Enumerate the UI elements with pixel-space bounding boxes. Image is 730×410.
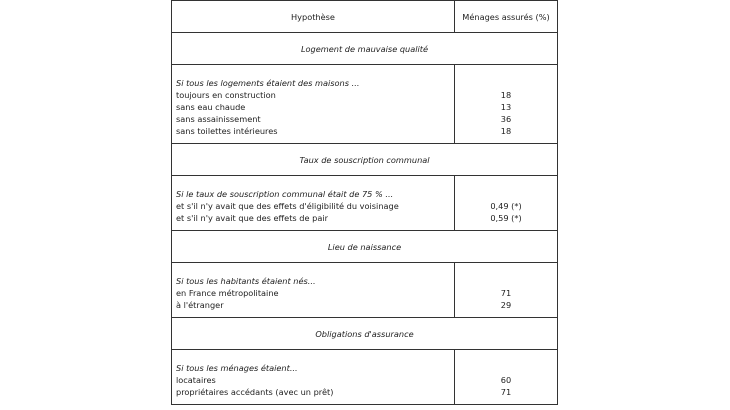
section-intro: Si le taux de souscription communal était de 75 % ... — [176, 189, 394, 199]
section-intro: Si tous les logements étaient des maisons ... — [176, 78, 360, 88]
row-value: 0,49 (*) — [490, 201, 522, 211]
section-body-row — [172, 176, 558, 231]
row-label: en France métropolitaine — [176, 288, 279, 298]
intro-spacer — [455, 77, 557, 89]
hypothesis-cell — [172, 263, 455, 318]
section-body-row — [172, 350, 558, 405]
header-insured-households: Ménages assurés (%) — [455, 1, 558, 33]
row-value: 71 — [500, 288, 512, 298]
header-hypothesis: Hypothèse — [172, 1, 455, 33]
row-value: 13 — [500, 102, 512, 112]
row-label: et s'il n'y avait que des effets d'éligibilité du voisinage — [176, 201, 399, 211]
section-title: Obligations d'assurance — [172, 318, 558, 350]
section-title-row — [172, 33, 558, 65]
row-value: 60 — [500, 375, 512, 385]
section-title: Logement de mauvaise qualité — [172, 33, 558, 65]
row-value: 0,59 (*) — [490, 213, 522, 223]
section-body-row — [172, 263, 558, 318]
row-label: toujours en construction — [176, 90, 276, 100]
hypothesis-table — [171, 0, 558, 405]
section-intro: Si tous les ménages étaient... — [176, 363, 298, 373]
section-intro: Si tous les habitants étaient nés... — [176, 276, 316, 286]
section-title-row — [172, 231, 558, 263]
row-value: 36 — [500, 114, 512, 124]
row-label: sans assainissement — [176, 114, 261, 124]
section-body-row — [172, 65, 558, 144]
value-cell — [455, 176, 558, 231]
row-value: 29 — [500, 300, 512, 310]
table-header-row — [172, 1, 558, 33]
row-label: sans eau chaude — [176, 102, 246, 112]
intro-spacer — [455, 275, 557, 287]
row-value: 71 — [500, 387, 512, 397]
value-cell — [455, 350, 558, 405]
hypothesis-cell — [172, 65, 455, 144]
hypothesis-cell — [172, 350, 455, 405]
row-value: 18 — [500, 90, 512, 100]
section-title-row — [172, 318, 558, 350]
section-title: Lieu de naissance — [172, 231, 558, 263]
intro-spacer — [455, 188, 557, 200]
intro-spacer — [455, 362, 557, 374]
row-label: sans toilettes intérieures — [176, 126, 278, 136]
value-cell — [455, 263, 558, 318]
row-label: propriétaires accédants (avec un prêt) — [176, 387, 334, 397]
section-title: Taux de souscription communal — [172, 144, 558, 176]
row-value: 18 — [500, 126, 512, 136]
section-title-row — [172, 144, 558, 176]
row-label: et s'il n'y avait que des effets de pair — [176, 213, 328, 223]
value-cell — [455, 65, 558, 144]
row-label: à l'étranger — [176, 300, 224, 310]
row-label: locataires — [176, 375, 216, 385]
hypothesis-cell — [172, 176, 455, 231]
